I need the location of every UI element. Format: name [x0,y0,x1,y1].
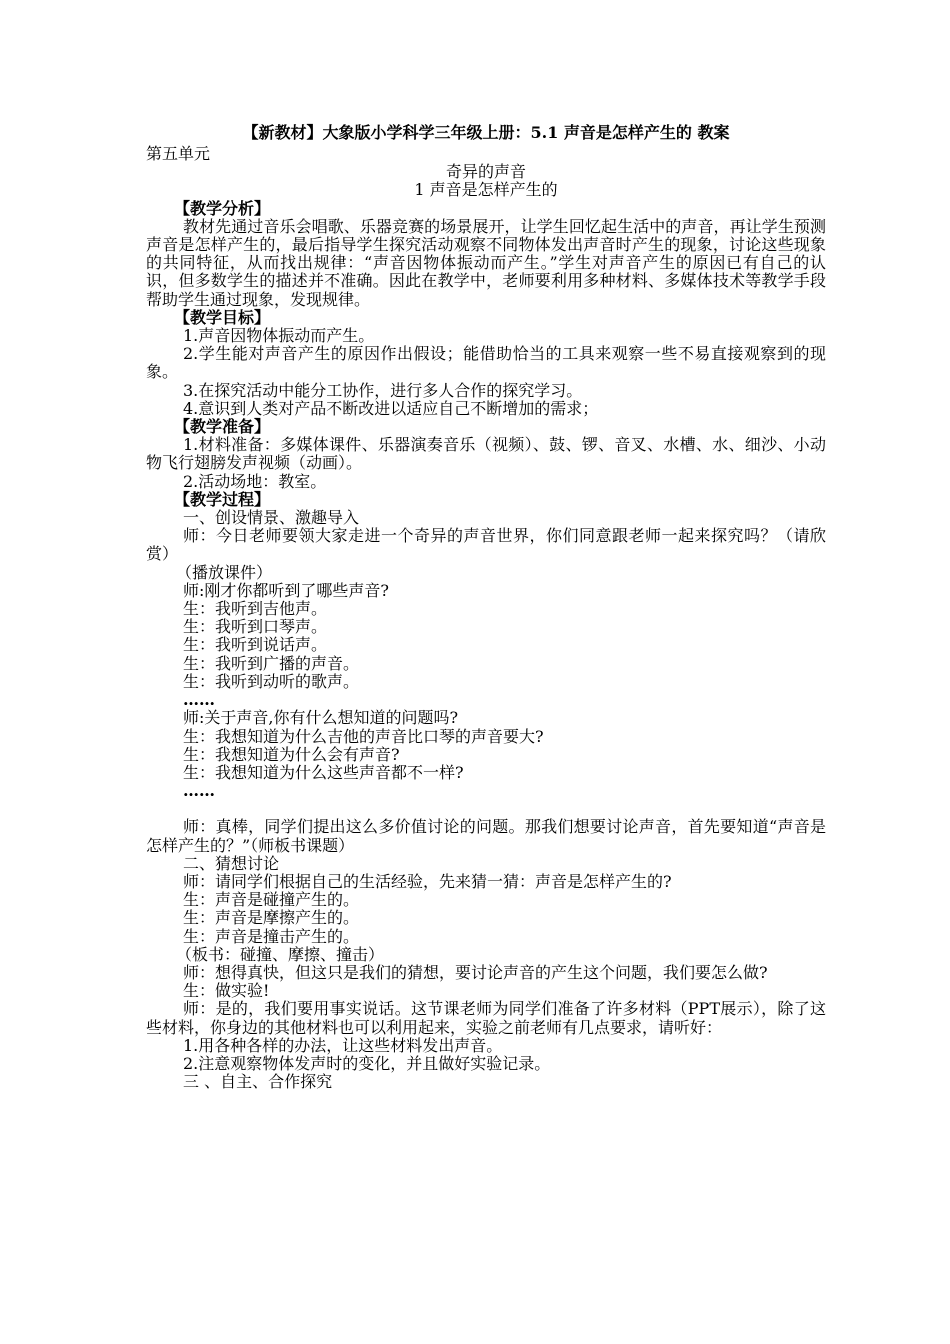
teacher-question: 师:关于声音,你有什么想知道的问题吗? [183,708,459,728]
section-heading-process: 【教学过程】 [174,489,271,509]
student-answer: 生：做实验! [183,981,270,1001]
student-answer: 生：声音是碰撞产生的。 [183,890,360,910]
blank-line [146,800,826,818]
student-answer: 生：我想知道为什么吉他的声音比口琴的声音要大? [183,726,544,746]
student-answer: 生：我听到口琴声。 [183,617,328,637]
student-answer: 生：我想知道为什么这些声音都不一样? [183,762,464,782]
goal-item: 4.意识到人类对产品不断改进以适应自己不断增加的需求； [183,398,599,418]
prep-item: 2.活动场地：教室。 [183,471,327,491]
goal-item: 1.声音因物体振动而产生。 [183,326,375,346]
stage-direction: （播放课件） [176,562,273,582]
teacher-line: 师：想得真快，但这只是我们的猜想，要讨论声音的产生这个问题，我们要怎么做? [183,962,768,982]
step-heading: 一、创设情景、激趣导入 [183,508,360,528]
section-heading-analysis: 【教学分析】 [174,198,271,218]
teacher-line: 师：真棒，同学们提出这么多价值讨论的问题。那我们想要讨论声音，首先要知道“声音是怎样产生的？”（师板书课题） [146,817,826,855]
document-title: 【新教材】大象版小学科学三年级上册：5.1 声音是怎样产生的 教案 [242,123,730,142]
teacher-question: 师:刚才你都听到了哪些声音? [183,580,389,600]
requirement-item: 1.用各种各样的办法，让这些材料发出声音。 [183,1035,503,1055]
ellipsis: …… [183,690,215,710]
student-answer: 生：我听到说话声。 [183,635,328,655]
goal-item: 2.学生能对声音产生的原因作出假设；能借助恰当的工具来观察一些不易直接观察到的现象。 [146,344,826,382]
student-answer: 生：我听到动听的歌声。 [183,671,360,691]
teacher-line: 师：请同学们根据自己的生活经验，先来猜一猜：声音是怎样产生的? [183,871,672,891]
unit-label: 第五单元 [146,144,211,163]
goal-item: 3.在探究活动中能分工协作，进行多人合作的探究学习。 [183,380,583,400]
ellipsis: …… [183,781,215,801]
teacher-line: 师：是的，我们要用事实说话。这节课老师为同学们准备了许多材料（PPT展示），除了这些材料，你身边的其他材料也可以利用起来，实验之前老师有几点要求，请听好： [146,999,826,1037]
step-heading: 三 、自主、合作探究 [183,1072,333,1092]
step-heading: 二、猜想讨论 [183,853,280,873]
section-heading-prep: 【教学准备】 [174,417,271,437]
prep-item: 1.材料准备：多媒体课件、乐器演奏音乐（视频）、鼓、锣、音叉、水槽、水、细沙、小动物飞行翅膀发声视频（动画）。 [146,435,826,473]
teacher-line: 师：今日老师要领大家走进一个奇异的声音世界，你们同意跟老师一起来探究吗？（请欣赏） [146,526,826,564]
student-answer: 生：声音是摩擦产生的。 [183,908,360,928]
requirement-item: 2.注意观察物体发声时的变化，并且做好实验记录。 [183,1053,551,1073]
student-answer: 生：我想知道为什么会有声音? [183,744,400,764]
document-page [146,122,826,1091]
lesson-title: 1 声音是怎样产生的 [414,180,558,200]
analysis-paragraph: 教材先通过音乐会唱歌、乐器竞赛的场景展开，让学生回忆起生活中的声音，再让学生预测声音是怎样产生的，最后指导学生探究活动观察不同物体发出声音时产生的现象，讨论这些现象的共同特征，从而找出规律：“声音因物体振动而产生。”学生对声音产生的原因已有自己的认识，但多数学生的描述并不准确。因此在教学中，老师要利用多种材料、多媒体技术等教学手段帮助学生通过现象，发现规律。 [146,216,826,309]
topic-title: 奇异的声音 [445,162,526,182]
student-answer: 生：我听到广播的声音。 [183,653,360,673]
section-heading-goals: 【教学目标】 [174,307,271,327]
student-answer: 生：我听到吉他声。 [183,599,328,619]
board-note: （板书：碰撞、摩擦、撞击） [176,944,385,964]
student-answer: 生：声音是撞击产生的。 [183,926,360,946]
